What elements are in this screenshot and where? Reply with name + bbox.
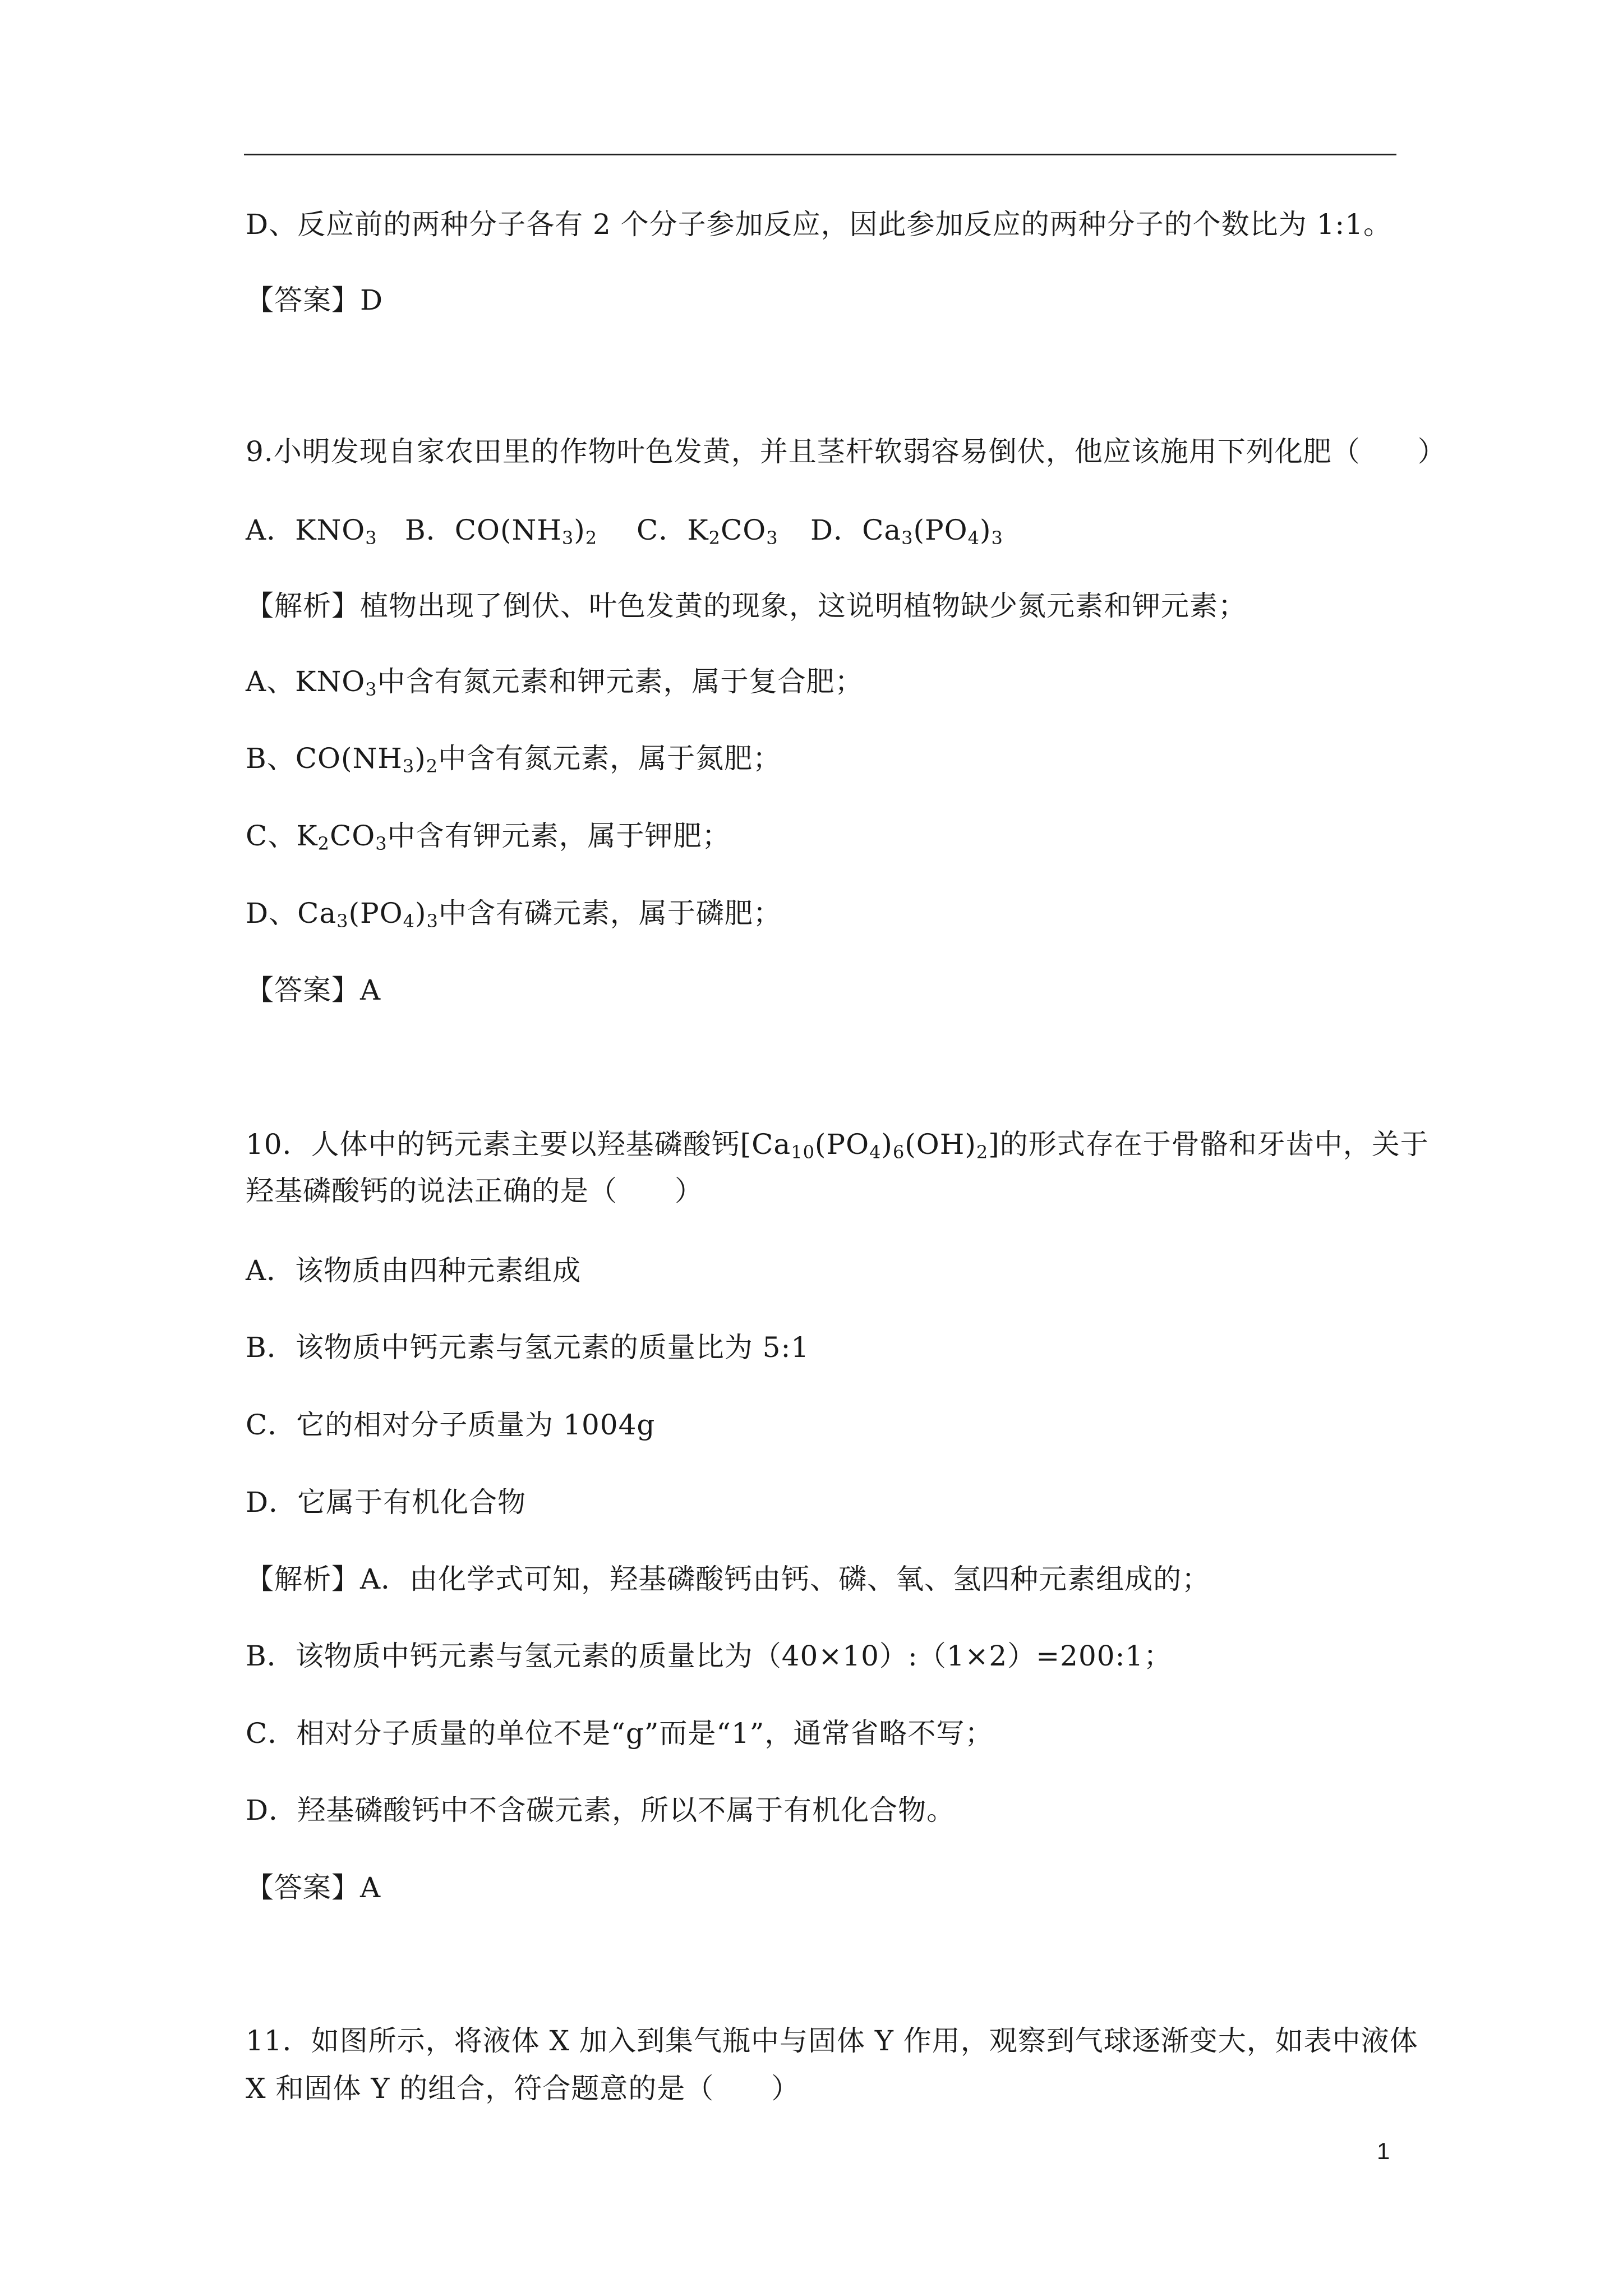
header-rule	[244, 154, 1396, 155]
q9-analysis-c: C、$K_2CO_3$中含有钾元素，属于钾肥；	[246, 820, 731, 854]
q10-option-d: D．它属于有机化合物	[246, 1486, 527, 1519]
q10-analysis-d: D．羟基磷酸钙中不含碳元素，所以不属于有机化合物。	[246, 1794, 956, 1826]
q9-analysis-intro: 【解析】植物出现了倒伏、叶色发黄的现象，这说明植物缺少氮元素和钾元素；	[246, 590, 1247, 622]
q9-option-b: B．$CO(NH_3)_2$	[405, 514, 598, 549]
q10-analysis-c: C．相对分子质量的单位不是“g”而是“1”，通常省略不写；	[246, 1717, 994, 1750]
q9-analysis-a: A、$KNO_3$中含有氮元素和钾元素，属于复合肥；	[246, 665, 864, 700]
q11-stem-line1: 11．如图所示，将液体 X 加入到集气瓶中与固体 Y 作用，观察到气球逐渐变大，如表中液体	[246, 2024, 1418, 2057]
q10-stem-line1: 10．人体中的钙元素主要以羟基磷酸钙$[Ca_{10}(PO_4)_6(OH)_2]$的形式存在于骨骼和牙齿中，关于	[246, 1128, 1429, 1163]
q10-stem-line2: 羟基磷酸钙的说法正确的是（ ）	[246, 1175, 703, 1207]
q9-answer: 【答案】A	[246, 974, 381, 1006]
q9-stem: 9.小明发现自家农田里的作物叶色发黄，并且茎杆软弱容易倒伏，他应该施用下列化肥（ ）	[246, 435, 1446, 468]
q10-option-c: C．它的相对分子质量为 1004g	[246, 1409, 656, 1441]
q8-answer: 【答案】D	[246, 284, 384, 316]
q9-option-d: D．$Ca_3(PO_4)_3$	[810, 514, 1003, 549]
q9-option-a: A．$KNO_3$	[246, 514, 377, 549]
q10-option-b: B．该物质中钙元素与氢元素的质量比为 5:1	[246, 1331, 810, 1364]
page-number: 1	[1377, 2138, 1390, 2164]
q11-stem-line2: X 和固体 Y 的组合，符合题意的是（ ）	[246, 2072, 800, 2105]
q10-analysis-a: 【解析】A．由化学式可知，羟基磷酸钙由钙、磷、氧、氢四种元素组成的；	[246, 1563, 1211, 1595]
q10-answer: 【答案】A	[246, 1871, 381, 1904]
q9-analysis-d: D、$Ca_3(PO_4)_3$中含有磷元素，属于磷肥；	[246, 897, 782, 932]
q10-analysis-b: B．该物质中钙元素与氢元素的质量比为（40×10）:（1×2）=200:1；	[246, 1640, 1173, 1672]
q8-analysis-d: D、反应前的两种分子各有 2 个分子参加反应，因此参加反应的两种分子的个数比为 1:1。	[246, 208, 1393, 241]
q10-option-a: A．该物质由四种元素组成	[246, 1254, 582, 1287]
q9-option-c: C．$K_2CO_3$	[637, 514, 778, 549]
q9-analysis-b: B、$CO(NH_3)_2$中含有氮元素，属于氮肥；	[246, 742, 782, 777]
